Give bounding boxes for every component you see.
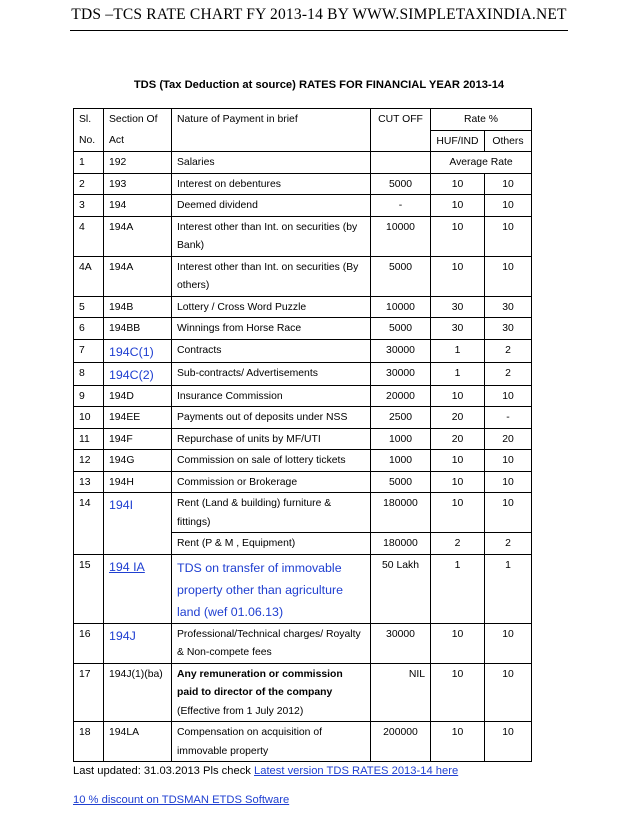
cell-nature <box>172 663 371 722</box>
cell-section: 194BB <box>104 318 172 340</box>
header-cutoff: CUT OFF <box>371 109 431 131</box>
cell-cutoff: 200000 <box>371 722 431 762</box>
cell-cutoff: 2500 <box>371 407 431 429</box>
table-row <box>74 428 532 450</box>
cell-sl: 3 <box>74 195 104 217</box>
nature-effective-text: (Effective from 1 July 2012) <box>177 705 304 717</box>
cell-huf: 20 <box>431 407 485 429</box>
cell-huf: 10 <box>431 450 485 472</box>
section-link-194j[interactable]: 194J <box>109 628 136 643</box>
cell-huf: 1 <box>431 554 485 623</box>
table-row <box>74 471 532 493</box>
table-row <box>74 385 532 407</box>
cell-others: 30 <box>485 318 532 340</box>
cell-nature: Interest other than Int. on securities (by Bank) <box>172 216 371 256</box>
table-row <box>74 450 532 472</box>
cell-nature: Contracts <box>172 339 371 362</box>
cell-others: 10 <box>485 722 532 762</box>
cell-cutoff: 1000 <box>371 450 431 472</box>
cell-sl: 4A <box>74 256 104 296</box>
table-row <box>74 554 532 623</box>
cell-nature: Winnings from Horse Race <box>172 318 371 340</box>
latest-version-link[interactable]: Latest version TDS RATES 2013-14 here <box>254 765 459 777</box>
cell-sl: 6 <box>74 318 104 340</box>
header-section: Section Of <box>104 109 172 131</box>
cell-cutoff: 30000 <box>371 339 431 362</box>
cell-section: 194G <box>104 450 172 472</box>
cell-section <box>104 339 172 362</box>
cell-huf: 30 <box>431 318 485 340</box>
table-row <box>74 623 532 663</box>
cell-huf: 10 <box>431 493 485 533</box>
discount-link[interactable]: 10 % discount on TDSMAN ETDS Software <box>73 794 290 806</box>
cell-section <box>104 362 172 385</box>
header-nature: Nature of Payment in brief <box>172 109 371 131</box>
page-header-title: TDS –TCS RATE CHART FY 2013-14 BY WWW.SIMPLETAXINDIA.NET <box>71 6 567 23</box>
table-subheader-row <box>74 130 532 152</box>
cell-others: 30 <box>485 296 532 318</box>
cell-sl: 17 <box>74 663 104 722</box>
cell-others: 10 <box>485 195 532 217</box>
cell-cutoff: 20000 <box>371 385 431 407</box>
cell-sl: 18 <box>74 722 104 762</box>
cell-others: 10 <box>485 450 532 472</box>
cell-sl: 1 <box>74 152 104 174</box>
cell-nature <box>172 554 371 623</box>
cell-sl: 14 <box>74 493 104 555</box>
table-row <box>74 152 532 174</box>
cell-huf: 20 <box>431 428 485 450</box>
cell-nature: Commission on sale of lottery tickets <box>172 450 371 472</box>
cell-cutoff: - <box>371 195 431 217</box>
cell-huf: 10 <box>431 195 485 217</box>
cell-huf: 10 <box>431 623 485 663</box>
cell-cutoff: 180000 <box>371 493 431 533</box>
cell-sl: 2 <box>74 173 104 195</box>
cell-section: 194A <box>104 216 172 256</box>
cell-section: 194LA <box>104 722 172 762</box>
cell-cutoff: 5000 <box>371 173 431 195</box>
table-row <box>74 173 532 195</box>
tds-rates-table <box>73 108 532 762</box>
cell-section: 192 <box>104 152 172 174</box>
cell-others: 10 <box>485 385 532 407</box>
cell-sl: 5 <box>74 296 104 318</box>
cell-cutoff: 5000 <box>371 318 431 340</box>
cell-nature: Deemed dividend <box>172 195 371 217</box>
header-sl: Sl. <box>74 109 104 131</box>
header-rate: Rate % <box>431 109 532 131</box>
nature-bold-text: Any remuneration or commission paid to director of the company <box>177 668 343 698</box>
cell-huf: 10 <box>431 385 485 407</box>
cell-others: 10 <box>485 663 532 722</box>
cell-cutoff: 180000 <box>371 533 431 555</box>
cell-others: 2 <box>485 339 532 362</box>
cell-nature: Interest other than Int. on securities (By others) <box>172 256 371 296</box>
cell-nature: Compensation on acquisition of immovable property <box>172 722 371 762</box>
cell-section: 194F <box>104 428 172 450</box>
cell-others: 2 <box>485 362 532 385</box>
cell-nature: Lottery / Cross Word Puzzle <box>172 296 371 318</box>
cell-cutoff: 1000 <box>371 428 431 450</box>
cell-section: 194H <box>104 471 172 493</box>
cell-others: 2 <box>485 533 532 555</box>
cell-others: 10 <box>485 256 532 296</box>
cell-cutoff: 10000 <box>371 216 431 256</box>
cell-section <box>104 623 172 663</box>
cell-others: - <box>485 407 532 429</box>
cell-sl: 13 <box>74 471 104 493</box>
cell-section: 194B <box>104 296 172 318</box>
header-others: Others <box>485 130 532 152</box>
cell-cutoff: 5000 <box>371 256 431 296</box>
section-link-194c1[interactable]: 194C(1) <box>109 344 154 359</box>
table-row <box>74 722 532 762</box>
cell-nature: Sub-contracts/ Advertisements <box>172 362 371 385</box>
cell-nature: Payments out of deposits under NSS <box>172 407 371 429</box>
cell-huf: 10 <box>431 216 485 256</box>
cell-section: 194J(1)(ba) <box>104 663 172 722</box>
table-row <box>74 339 532 362</box>
cell-cutoff <box>371 152 431 174</box>
cell-huf: 2 <box>431 533 485 555</box>
cell-sl: 7 <box>74 339 104 362</box>
cell-nature: Interest on debentures <box>172 173 371 195</box>
cell-huf: 10 <box>431 471 485 493</box>
cell-sl: 9 <box>74 385 104 407</box>
cell-cutoff: NIL <box>371 663 431 722</box>
cell-others: 10 <box>485 623 532 663</box>
footer-discount <box>73 794 289 806</box>
cell-others: 1 <box>485 554 532 623</box>
cell-nature: Insurance Commission <box>172 385 371 407</box>
cell-sl: 12 <box>74 450 104 472</box>
cell-section <box>104 554 172 623</box>
cell-rate: Average Rate <box>431 152 532 174</box>
cell-huf: 1 <box>431 339 485 362</box>
table-row <box>74 195 532 217</box>
cell-sl: 16 <box>74 623 104 663</box>
header-huf: HUF/IND <box>431 130 485 152</box>
cell-huf: 10 <box>431 722 485 762</box>
document-title: TDS (Tax Deduction at source) RATES FOR FINANCIAL YEAR 2013-14 <box>133 79 505 91</box>
cell-huf: 1 <box>431 362 485 385</box>
cell-huf: 10 <box>431 663 485 722</box>
cell-huf: 30 <box>431 296 485 318</box>
section-link-194i[interactable]: 194I <box>109 498 134 512</box>
cell-cutoff: 30000 <box>371 623 431 663</box>
table-row <box>74 407 532 429</box>
cell-sl: 15 <box>74 554 104 623</box>
cell-others: 10 <box>485 216 532 256</box>
footer-last-updated <box>73 765 458 777</box>
cell-huf: 10 <box>431 256 485 296</box>
cell-cutoff: 10000 <box>371 296 431 318</box>
table-row <box>74 216 532 256</box>
cell-section: 194D <box>104 385 172 407</box>
table-row <box>74 493 532 533</box>
table-row <box>74 256 532 296</box>
cell-others: 10 <box>485 471 532 493</box>
cell-sl: 11 <box>74 428 104 450</box>
cell-others: 10 <box>485 173 532 195</box>
cell-nature: Repurchase of units by MF/UTI <box>172 428 371 450</box>
header-sl-line2: No. <box>74 130 104 152</box>
table-row <box>74 663 532 722</box>
cell-nature: Professional/Technical charges/ Royalty & Non-compete fees <box>172 623 371 663</box>
cell-cutoff: 50 Lakh <box>371 554 431 623</box>
cell-section <box>104 493 172 555</box>
cell-others: 10 <box>485 493 532 533</box>
cell-sl: 4 <box>74 216 104 256</box>
header-section-line2: Act <box>104 130 172 152</box>
table-row <box>74 362 532 385</box>
cell-section: 193 <box>104 173 172 195</box>
cell-nature: Rent (Land & building) furniture & fittings) <box>172 493 371 533</box>
cell-others: 20 <box>485 428 532 450</box>
section-link-194ia[interactable]: 194 IA <box>109 559 145 574</box>
cell-sl: 8 <box>74 362 104 385</box>
table-row <box>74 296 532 318</box>
cell-section: 194 <box>104 195 172 217</box>
cell-nature: Salaries <box>172 152 371 174</box>
table-header-row <box>74 109 532 131</box>
last-updated-text: Last updated: 31.03.2013 Pls check <box>73 765 254 777</box>
cell-huf: 10 <box>431 173 485 195</box>
cell-sl: 10 <box>74 407 104 429</box>
table-row <box>74 318 532 340</box>
cell-section: 194EE <box>104 407 172 429</box>
nature-link-194ia[interactable]: TDS on transfer of immovable property other than agriculture land (wef 01.06.13) <box>177 560 343 619</box>
cell-nature: Rent (P & M , Equipment) <box>172 533 371 555</box>
cell-cutoff: 30000 <box>371 362 431 385</box>
cell-section: 194A <box>104 256 172 296</box>
cell-cutoff: 5000 <box>371 471 431 493</box>
header-divider <box>70 30 568 31</box>
cell-nature: Commission or Brokerage <box>172 471 371 493</box>
section-link-194c2[interactable]: 194C(2) <box>109 367 154 382</box>
